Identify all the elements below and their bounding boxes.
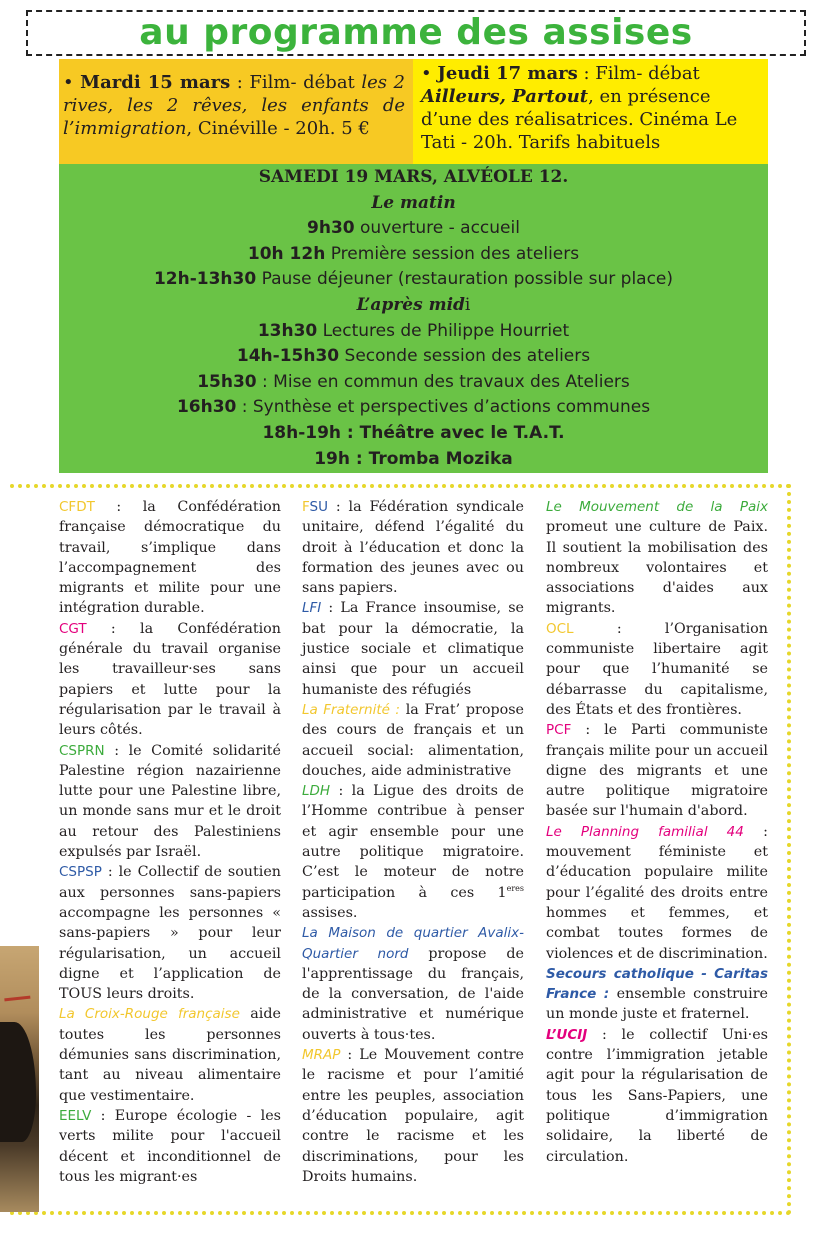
organisations-column-3 — [546, 497, 768, 1167]
organisations-column-2 — [302, 497, 524, 1187]
org-item: La Croix-Rouge française aide toutes les personnes démunies sans discrimination, tant au niveau alimentaire que vestimentaire. — [59, 1006, 281, 1104]
org-item: CFDT : la Confédération française démocratique du travail, s’implique dans l’accompagnement des migrants et milite pour une intégration durable. — [59, 499, 281, 617]
org-item: LFI : La France insoumise, se bat pour la démocratie, la justice sociale et climatique ainsi que pour un accueil humaniste des réfugiés — [302, 600, 524, 698]
schedule-row: 19h : Tromba Mozika — [314, 448, 513, 469]
org-item: OCL : l’Organisation communiste libertaire agit pour que l’humanité se débarrasse du capitalisme, des États et des frontières. — [546, 620, 768, 718]
schedule-row: 9h30 ouverture - accueil — [307, 218, 520, 239]
event-bullet: • — [63, 72, 81, 93]
schedule-block — [59, 164, 768, 473]
event-film: Ailleurs, Partout — [421, 86, 589, 107]
event-mardi — [59, 59, 413, 164]
schedule-heading: SAMEDI 19 MARS, ALVÉOLE 12. — [258, 167, 569, 187]
event-sep: : Film- débat — [230, 72, 362, 93]
org-item: CGT : la Confédération générale du travail organise les travailleur·ses sans papiers et lutte pour la régularisation par le travail à leurs côtés. — [59, 620, 281, 739]
org-item: PCF : le Parti communiste français milite pour un accueil digne des migrants et une autre politique migratoire basée sur l'humain d'abord. — [546, 722, 768, 820]
event-bullet: • — [421, 63, 438, 84]
org-item: EELV : Europe écologie - les verts milite pour l'accueil décent et inconditionnel de tous les migrant·es — [59, 1107, 281, 1185]
org-item: Le Mouvement de la Paix promeut une culture de Paix. Il soutient la mobilisation des nombreux volontaires et associations d'aides aux migrants. — [546, 499, 768, 617]
page-title: au programme des assises — [139, 12, 693, 53]
schedule-row: 18h-19h : Théâtre avec le T.A.T. — [262, 422, 565, 443]
org-item: CSPSP : le Collectif de soutien aux personnes sans-papiers accompagne les personnes « sans-papiers » pour leur régularisation, un accueil digne et l’application de TOUS leurs droits. — [59, 864, 281, 1003]
org-item: Le Planning familial 44 : mouvement féministe et d’éducation populaire milite pour l’égalité des droits entre hommes et femmes, et combat toutes formes de violences et de discrimination. — [546, 823, 768, 962]
schedule-row: 13h30 Lectures de Philippe Hourriet — [257, 320, 570, 341]
event-date: Jeudi 17 mars — [437, 63, 578, 84]
org-item: FSU : la Fédération syndicale unitaire, défend l’égalité du droit à l’éducation et donc la formation des jeunes avec ou sans papiers. — [302, 499, 524, 597]
schedule-row: 15h30 : Mise en commun des travaux des Ateliers — [197, 371, 630, 392]
schedule-row: 12h-13h30 Pause déjeuner (restauration possible sur place) — [153, 269, 674, 290]
org-item: LDH : la Ligue des droits de l’Homme contribue à penser et agir ensemble pour une autre politique migratoire. C’est le moteur de notre participation à ces $1^{eres}$ assises. — [302, 783, 524, 921]
schedule-row: 10h 12h Première session des ateliers — [247, 243, 580, 264]
event-date: Mardi 15 mars — [80, 72, 231, 93]
org-item: CSPRN : le Comité solidarité Palestine région nazairienne lutte pour une Palestine libre, un monde sans mur et le droit au retour des Palestiniens expulsés par Israël. — [59, 742, 281, 861]
schedule-row: 16h30 : Synthèse et perspectives d’actions communes — [176, 397, 651, 418]
org-item: Secours catholique - Caritas France : ensemble construire un monde juste et fraternel. — [546, 965, 768, 1023]
title-box — [26, 10, 806, 56]
event-film: les 2 rives, les 2 rêves, les enfants de l’immigration — [63, 72, 405, 139]
schedule-morning: Le matin — [371, 192, 456, 213]
org-item: MRAP : Le Mouvement contre le racisme et pour l’amitié entre les peuples, association d’éducation populaire, agit contre le racisme et les discriminations, pour les Droits humains. — [302, 1047, 524, 1185]
organisations-column-1 — [59, 497, 281, 1187]
org-item: La Maison de quartier Avalix-Quartier nord propose de l'apprentissage du français, de la conversation, de l'aide administrative et numérique ouverts à tous·tes. — [302, 925, 524, 1043]
schedule-row: 14h-15h30 Seconde session des ateliers — [236, 346, 591, 367]
event-rest: , en présence d’une des réalisatrices. Cinéma Le Tati - 20h. Tarifs habituels — [421, 86, 738, 153]
schedule-afternoon: L’après midi — [356, 294, 471, 315]
event-sep: : Film- débat — [577, 63, 700, 84]
event-rest: , Cinéville - 20h. 5 € — [186, 118, 370, 139]
event-jeudi — [413, 59, 768, 164]
org-item: La Fraternité : la Frat’ propose des cours de français et un accueil social: alimentation, douches, aide administrative — [302, 701, 524, 779]
org-item: L’UCIJ : le collectif Uni·es contre l’immigration jetable agit pour la régularisation de tous les Sans-Papiers, une politique d’immigration solidaire, la liberté de circulation. — [546, 1026, 768, 1165]
